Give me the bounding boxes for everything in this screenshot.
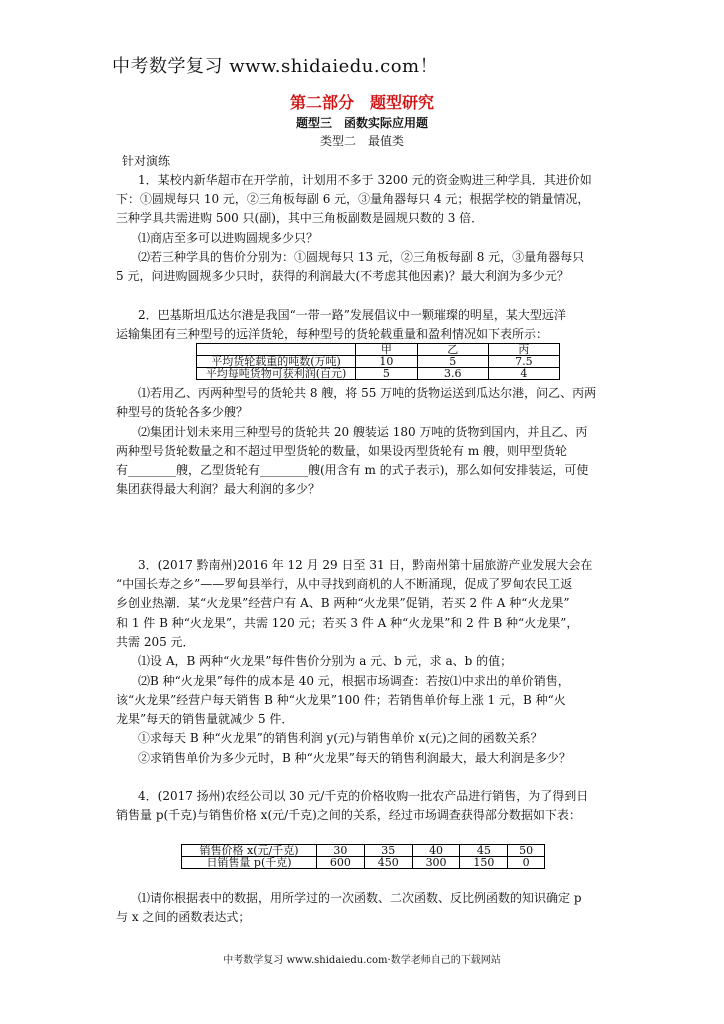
q3-part2-line4: ①求每天 B 种“火龙果”的销售利润 y(元)与销售单价 x(元)之间的函数关系？ xyxy=(138,731,543,745)
table-cell: 乙 xyxy=(417,344,488,356)
q3-part1: ⑴设 A，B 两种“火龙果”每件售价分别为 a 元、b 元，求 a、b 的值； xyxy=(138,654,513,668)
q4-part1-line2: 与 x 之间的函数表达式； xyxy=(116,910,251,924)
q2-part2-line1: ⑵集团计划未来用三种型号的货轮共 20 艘装运 180 万吨的货物到国内，并且乙、丙 xyxy=(138,425,588,439)
q4-line2: 销售量 p(千克)与销售价格 x(元/千克)之间的关系，经过市场调查获得部分数据如下表： xyxy=(116,808,581,822)
q2-part2-line3: 有________艘，乙型货轮有________艘(用含有 m 的式子表示)，那么如何安排装运，可使 xyxy=(116,463,589,477)
table-cell: 35 xyxy=(364,845,412,857)
q3-part2-line3: 龙果”每天的销售量就减少 5 件． xyxy=(116,712,294,726)
q4-line1: 4．(2017 扬州)农经公司以 30 元/千克的价格收购一批农产品进行销售，为了得到日 xyxy=(138,789,589,803)
page-title: 第二部分 题型研究 xyxy=(289,93,434,112)
table-cell: 销售价格 x(元/千克) xyxy=(182,845,317,857)
q1-line1: 1．某校内新华超市在开学前，计划用不多于 3200 元的资金购进三种学具．其进价如 xyxy=(138,173,592,187)
q3-part2-line1: ⑵B 种“火龙果”每件的成本是 40 元，根据市场调查：若按⑴中求出的单价销售， xyxy=(138,674,570,688)
table-cell: 甲 xyxy=(356,344,418,356)
q4-part1-line1: ⑴请你根据表中的数据，用所学过的一次函数、二次函数、反比例函数的知识确定 p xyxy=(138,891,582,905)
practice-heading: 针对演练 xyxy=(122,154,171,168)
q1-part2-line2: 5 元，问进购圆规多少只时，获得的利润最大(不考虑其他因素)？最大利润为多少元？ xyxy=(116,269,569,283)
table-cell: 45 xyxy=(460,845,508,857)
table-row xyxy=(197,356,560,368)
table-cell: 7.5 xyxy=(488,356,559,368)
q3-line5: 共需 205 元． xyxy=(116,635,195,649)
table-cell: 4 xyxy=(488,368,559,380)
type-subtitle: 类型二 最值类 xyxy=(319,134,404,148)
table-cell: 5 xyxy=(356,368,418,380)
table-cell: 300 xyxy=(412,857,460,869)
q2-part2-line4: 集团获得最大利润？最大利润的多少？ xyxy=(116,482,321,496)
q3-line2: “中国长寿之乡”——罗甸县举行，从中寻找到商机的人不断涌现，促成了罗甸农民工返 xyxy=(116,577,573,591)
q3-line4: 和 1 件 B 种“火龙果”，共需 120 元；若买 3 件 A 种“火龙果”和 2 件 B 种“火龙果”， xyxy=(116,616,579,630)
q1-line2: 下：①圆规每只 10 元，②三角板每副 6 元，③量角器每只 4 元；根据学校的销量情况， xyxy=(116,192,590,206)
table-cell: 平均货轮载重的吨数(万吨) xyxy=(197,356,356,368)
page-footer: 中考数学复习 www.shidaiedu.com·数学老师自己的下载网站 xyxy=(223,955,501,966)
table-cell: 40 xyxy=(412,845,460,857)
table-cell: 450 xyxy=(364,857,412,869)
table-cell: 30 xyxy=(317,845,365,857)
q1-part2-line1: ⑵若三种学具的售价分别为：①圆规每只 13 元，②三角板每副 8 元，③量角器每只 xyxy=(138,250,585,264)
table-row xyxy=(182,845,545,857)
table-cell: 50 xyxy=(508,845,545,857)
table-cell: 5 xyxy=(417,356,488,368)
table-cell: 丙 xyxy=(488,344,559,356)
q2-part1-line2: 种型号的货轮各多少艘？ xyxy=(116,405,249,419)
q2-line1: 2．巴基斯坦瓜达尔港是我国“一带一路”发展倡议中一颗璀璨的明星，某大型远洋 xyxy=(138,308,566,322)
table-cell: 平均每吨货物可获利润(百元) xyxy=(197,368,356,380)
q1-part1: ⑴商店至多可以进购圆规多少只？ xyxy=(138,231,319,245)
table-row xyxy=(197,344,560,356)
q3-part2-line5: ②求销售单价为多少元时，B 种“火龙果”每天的销售利润最大，最大利润是多少？ xyxy=(138,751,571,765)
table-cell: 0 xyxy=(508,857,545,869)
table-cell: 600 xyxy=(317,857,365,869)
table-cell: 3.6 xyxy=(417,368,488,380)
q2-part1-line1: ⑴若用乙、丙两种型号的货轮共 8 艘，将 55 万吨的货物运送到瓜达尔港，问乙、丙两 xyxy=(138,386,597,400)
site-header: 中考数学复习 www.shidaiedu.com！ xyxy=(112,56,439,77)
sales-table xyxy=(181,844,545,869)
ship-table xyxy=(196,343,560,380)
table-cell xyxy=(197,344,356,356)
section-subtitle: 题型三 函数实际应用题 xyxy=(295,116,428,130)
q1-line3: 三种学具共需进购 500 只(副)，其中三角板副数是圆规只数的 3 倍． xyxy=(116,211,484,225)
q2-line2: 运输集团有三种型号的远洋货轮，每种型号的货轮载重量和盈利情况如下表所示： xyxy=(116,327,549,341)
table-cell: 150 xyxy=(460,857,508,869)
q3-line3: 乡创业热潮．某“火龙果”经营户有 A、B 两种“火龙果”促销，若买 2 件 A 种“火龙果” xyxy=(116,596,570,610)
table-cell: 10 xyxy=(356,356,418,368)
q3-line1: 3．(2017 黔南州)2016 年 12 月 29 日至 31 日，黔南州第十届旅游产业发展大会在 xyxy=(138,558,593,572)
table-cell: 日销售量 p(千克) xyxy=(182,857,317,869)
table-row xyxy=(182,857,545,869)
q3-part2-line2: 该“火龙果”经营户每天销售 B 种“火龙果”100 件；若销售单价每上涨 1 元，B 种“火 xyxy=(116,693,566,707)
q2-part2-line2: 两种型号货轮数量之和不超过甲型货轮的数量，如果设丙型货轮有 m 艘，则甲型货轮 xyxy=(116,444,568,458)
table-row xyxy=(197,368,560,380)
